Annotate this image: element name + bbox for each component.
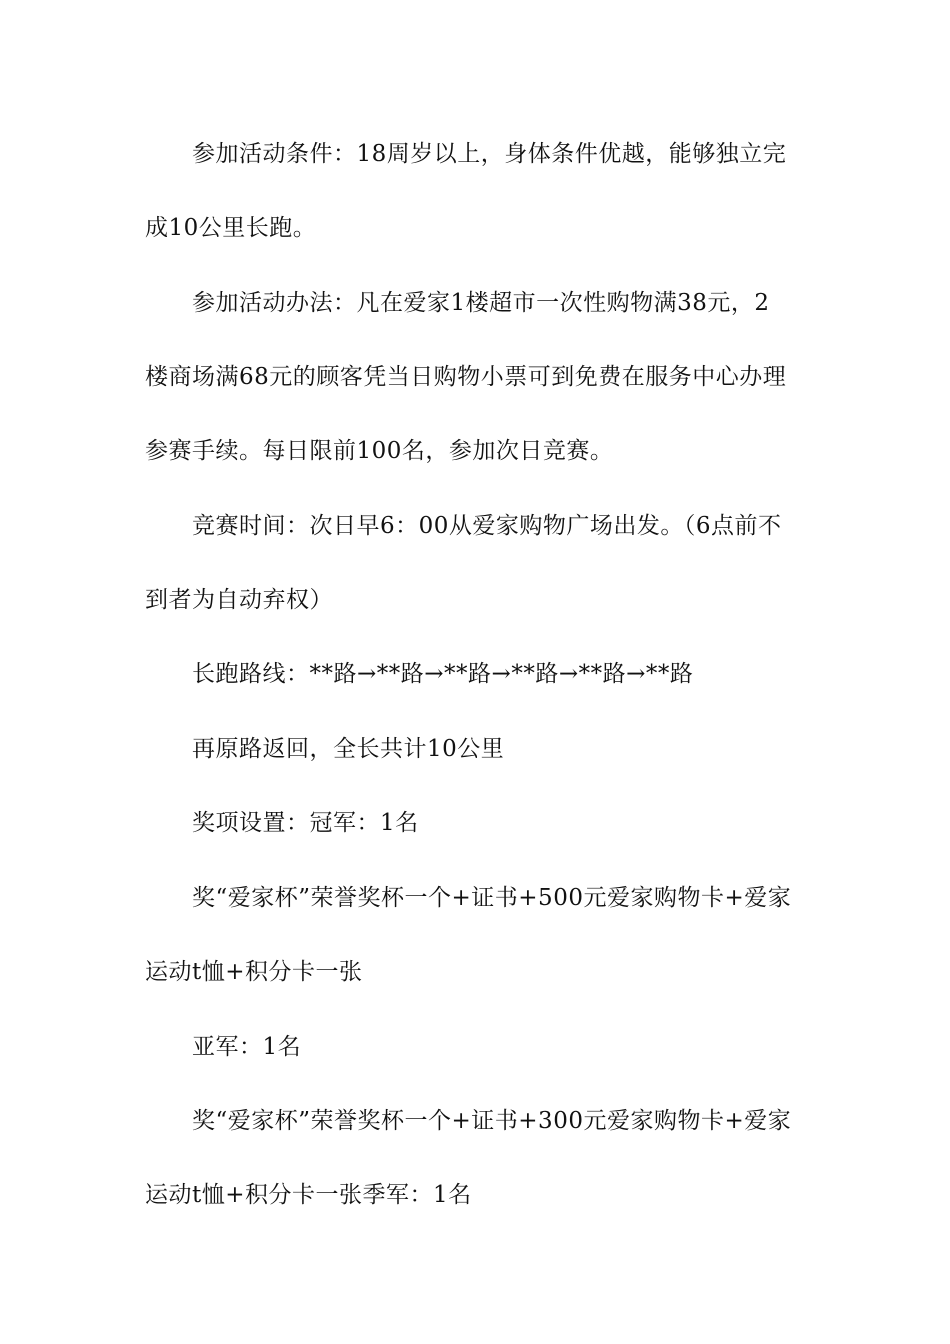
paragraph-route: 长跑路线：**路→**路→**路→**路→**路→**路 [192,661,694,687]
paragraph-runner-up-prize-line-1: 奖“爱家杯”荣誉奖杯一个+证书+300元爱家购物卡+爱家 [192,1108,792,1134]
paragraph-time-line-2: 到者为自动弃权） [145,587,333,613]
paragraph-conditions-line-2: 成10公里长跑。 [145,215,317,241]
paragraph-method-line-1: 参加活动办法：凡在爱家1楼超市一次性购物满38元，2 [192,290,770,316]
paragraph-return: 再原路返回，全长共计10公里 [192,736,505,762]
paragraph-champion-prize-line-2: 运动t恤+积分卡一张 [145,959,363,985]
paragraph-runner-up: 亚军：1名 [192,1034,302,1060]
paragraph-conditions-line-1: 参加活动条件：18周岁以上，身体条件优越，能够独立完 [192,141,787,167]
paragraph-champion-prize-line-1: 奖“爱家杯”荣誉奖杯一个+证书+500元爱家购物卡+爱家 [192,885,792,911]
paragraph-awards-champion: 奖项设置：冠军：1名 [192,810,419,836]
paragraph-method-line-2: 楼商场满68元的顾客凭当日购物小票可到免费在服务中心办理 [145,364,787,390]
paragraph-method-line-3: 参赛手续。每日限前100名，参加次日竞赛。 [145,438,614,464]
paragraph-runner-up-prize-line-2: 运动t恤+积分卡一张季军：1名 [145,1182,472,1208]
paragraph-time-line-1: 竞赛时间：次日早6：00从爱家购物广场出发。（6点前不 [192,513,782,539]
